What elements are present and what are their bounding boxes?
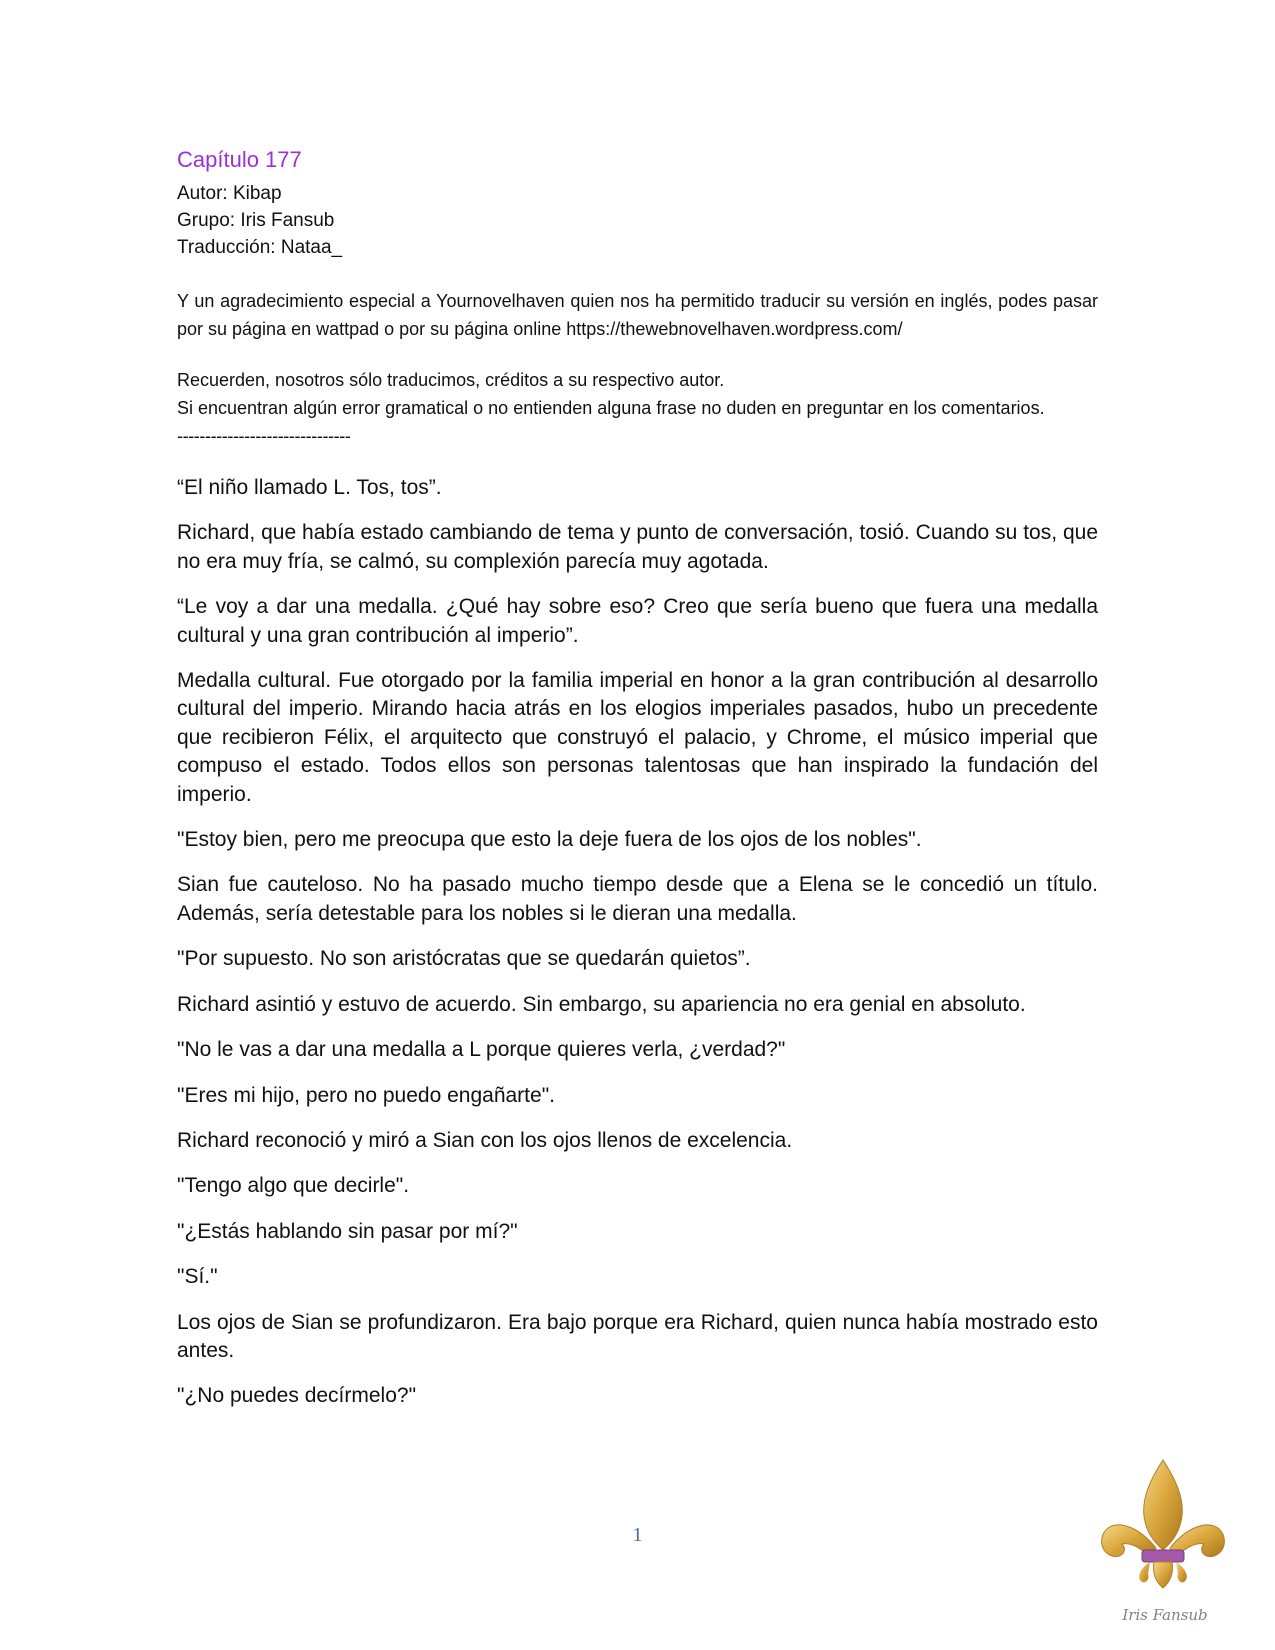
chapter-title: Capítulo 177 <box>177 147 302 172</box>
story-paragraph: "Tengo algo que decirle". <box>177 1174 410 1198</box>
spacer <box>177 343 1098 367</box>
spacer <box>177 261 1098 288</box>
credits-text: Recuerden, nosotros sólo traducimos, créditos a su respectivo autor. <box>177 370 725 390</box>
story-paragraph: Richard asintió y estuvo de acuerdo. Sin embargo, su apariencia no era genial en absoluto. <box>177 992 1026 1016</box>
story-paragraph: "Eres mi hijo, pero no puedo engañarte". <box>177 1083 555 1107</box>
story-paragraph: Medalla cultural. Fue otorgado por la familia imperial en honor a la gran contribución al desarrollo cultural del imperio. Mirando hacia atrás en los elogios imperiales pasados, hubo un precedente que recibieron Félix, el arquitecto que construyó el palacio, y Chrome, el músico imperial que compuso el estado. Todos ellos son personas talentosas que han inspirado la fundación del imperio. <box>177 669 1098 806</box>
translation-line: Traducción: Nataa_ <box>177 237 343 258</box>
story-paragraph: Richard reconoció y miró a Sian con los ojos llenos de excelencia. <box>177 1128 793 1152</box>
logo-caption: Iris Fansub <box>1122 1606 1208 1624</box>
story-paragraph: Richard, que había estado cambiando de tema y punto de conversación, tosió. Cuando su tos, que no era muy fría, se calmó, su complexión parecía muy agotada. <box>177 521 1098 573</box>
story-body <box>177 474 1098 1411</box>
story-paragraph: Sian fue cauteloso. No ha pasado mucho tiempo desde que a Elena se le concedió un título. Además, sería detestable para los nobles si le dieran una medalla. <box>177 873 1098 925</box>
group-line: Grupo: Iris Fansub <box>177 210 335 231</box>
page-number: 1 <box>632 1524 643 1546</box>
story-paragraph: Los ojos de Sian se profundizaron. Era bajo porque era Richard, quien nunca había mostrado esto antes. <box>177 1310 1098 1362</box>
story-paragraph: "¿No puedes decírmelo?" <box>177 1384 417 1408</box>
credits-note <box>177 367 1098 422</box>
story-paragraph: "No le vas a dar una medalla a L porque quieres verla, ¿verdad?" <box>177 1038 786 1062</box>
page-content <box>177 146 1098 1428</box>
separator-line: ------------------------------- <box>177 426 351 446</box>
story-paragraph: "Estoy bien, pero me preocupa que esto la deje fuera de los ojos de los nobles". <box>177 828 922 852</box>
story-paragraph: "Por supuesto. No son aristócratas que se quedarán quietos”. <box>177 947 751 971</box>
story-paragraph: "Sí." <box>177 1265 218 1289</box>
story-paragraph: “El niño llamado L. Tos, tos”. <box>177 476 442 499</box>
errors-text: Si encuentran algún error gramatical o no entienden alguna frase no duden en preguntar en los comentarios. <box>177 397 1045 418</box>
thanks-text: Y un agradecimiento especial a Yournovelhaven quien nos ha permitido traducir su versión en inglés, podes pasar por su página en wattpad o por su página online https://thewebnovelhaven.wordpress.com/ <box>177 291 1098 339</box>
story-paragraph: "¿Estás hablando sin pasar por mí?" <box>177 1219 518 1243</box>
story-paragraph: “Le voy a dar una medalla. ¿Qué hay sobre eso? Creo que sería bueno que fuera una medalla cultural y una gran contribución al imperio”. <box>177 595 1098 647</box>
thanks-note <box>177 288 1098 343</box>
author-line: Autor: Kibap <box>177 183 282 204</box>
